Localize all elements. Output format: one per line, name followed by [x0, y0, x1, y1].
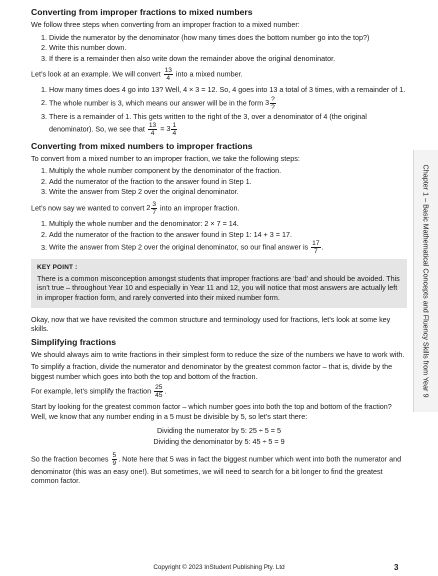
- numerator: 25: [155, 384, 163, 392]
- list-item: 3. If there is a remainder then also write down the remainder above the original denominator.: [49, 54, 407, 64]
- text-span: .: [164, 386, 167, 396]
- numerator: 5: [112, 451, 117, 459]
- result-paragraph: [31, 452, 407, 486]
- key-point-box: [31, 259, 407, 307]
- list-item: 2. Add the numerator of the fraction to the answer found in Step 1.: [49, 177, 407, 187]
- fraction: [154, 384, 163, 399]
- chapter-side-tab: [413, 150, 438, 412]
- numerator: 3: [152, 200, 157, 208]
- fraction: [311, 240, 320, 255]
- denominator: 9: [112, 459, 117, 467]
- key-point-text: There is a common misconception amongst students that improper fractions are ‘bad’ and should be avoided. This isn’t true – throughout Year 10 and especially in Year 11 and 12, you will notice that most answers are actually left in improper fraction form, and rarely converted into their mixed number form.: [37, 273, 400, 302]
- numerator: 17: [312, 240, 320, 248]
- whole-number: 2: [146, 203, 151, 213]
- fraction: [171, 122, 177, 137]
- steps-list-mixed-to-improper: [31, 166, 407, 197]
- list-item: [49, 112, 407, 137]
- list-item: 1. How many times does 4 go into 13? Well, 4 × 3 = 12. So, 4 goes into 13 a total of 3 times, with a remainder of 1.: [49, 85, 407, 95]
- denominator: 45: [155, 392, 163, 400]
- text-span: Let’s now say we wanted to convert: [31, 203, 145, 213]
- list-item: 1. Divide the numerator by the denominator (how many times does the bottom number go into the top?): [49, 33, 407, 43]
- numerator: ?: [271, 95, 275, 103]
- text-span: There is a remainder of 1. This gets written to the right of the 3, over a denominator of 4 (the original denominator). So, we see that: [49, 111, 367, 133]
- list-item: 2. Write this number down.: [49, 43, 407, 53]
- fraction: [164, 67, 173, 82]
- list-item: 1. Multiply the whole number component by the denominator of the fraction.: [49, 166, 407, 176]
- paragraph-intro-mixed-to-improper: To convert from a mixed number to an improper fraction, we take the following steps:: [31, 153, 300, 163]
- list-item: 2. Add the numerator of the fraction to the answer found in Step 1: 14 + 3 = 17.: [49, 230, 407, 240]
- text-span: Write the answer from Step 2 over the original denominator, so our final answer is: [49, 242, 309, 252]
- list-item: 1. Multiply the whole number and the denominator: 2 × 7 = 14.: [49, 219, 407, 229]
- text-span: The whole number is 3, which means our answer will be in the form: [49, 98, 264, 108]
- whole-number: 3: [265, 98, 270, 108]
- paragraph: Start by looking for the greatest common factor – which number goes into both the top and bottom of the fraction? Well, we know that any number ending in a 5 must be divisible by 5, so let’s start there:: [31, 402, 392, 422]
- page-number: 3: [394, 563, 399, 572]
- text-span: into an improper fraction.: [160, 203, 240, 213]
- section-heading-simplifying: Simplifying fractions: [31, 336, 116, 347]
- calculation-line: Dividing the denominator by 5: 45 ÷ 5 = 9: [153, 436, 285, 446]
- example-line-simplify: [31, 384, 407, 399]
- mixed-number: [166, 121, 178, 137]
- text-span: For example, let’s simplify the fraction: [31, 386, 152, 396]
- fraction: [148, 122, 157, 137]
- list-item: 3. Write the answer from Step 2 over the original denominator.: [49, 187, 407, 197]
- fraction: [270, 96, 276, 111]
- list-item: [49, 240, 407, 255]
- text-span: .: [321, 242, 324, 252]
- denominator: 7: [152, 208, 157, 216]
- mixed-number: [146, 200, 158, 216]
- worked-steps-improper: [31, 85, 407, 136]
- copyright-text: Copyright © 2023 InStudent Publishing Pty. Ltd: [153, 564, 285, 571]
- example-line-improper: [31, 67, 407, 82]
- section-heading-improper-to-mixed: Converting from improper fractions to mixed numbers: [31, 7, 253, 17]
- fraction: [151, 201, 157, 216]
- calculation-line: Dividing the numerator by 5: 25 ÷ 5 = 5: [156, 425, 281, 435]
- fraction: [112, 452, 118, 467]
- denominator: 4: [172, 129, 177, 137]
- chapter-tab-label: Chapter 1 – Basic Mathematical Concepts and Fluency Skills from Year 9: [421, 164, 431, 398]
- numerator: 13: [148, 121, 157, 129]
- worked-steps-mixed: [31, 219, 407, 255]
- equals-sign: =: [160, 123, 165, 133]
- whole-number: 3: [166, 123, 171, 133]
- steps-list-improper-to-mixed: [31, 33, 407, 64]
- list-item: [49, 96, 407, 111]
- transition-paragraph: Okay, now that we have revisited the common structure and terminology used for fractions, let’s look at some key skills.: [31, 314, 391, 334]
- key-point-title: KEY POINT :: [37, 264, 78, 272]
- text-span: . Note here that 5 was in fact the biggest number which went into both the numerator and denominator (this was an easy one!). But sometimes, we will need to search for a bit longer to find the greatest common factor.: [31, 454, 402, 486]
- paragraph: We should always aim to write fractions in their simplest form to reduce the size of the numbers we have to work with.: [31, 349, 405, 359]
- text-span: Let’s look at an example. We will convert: [31, 69, 161, 79]
- denominator: 7: [313, 248, 318, 256]
- page-content: [31, 7, 407, 489]
- paragraph: To simplify a fraction, divide the numerator and denominator by the greatest common factor – that is, divide by the biggest number which goes into both the top and bottom of the fraction.: [31, 362, 393, 381]
- mixed-number: [265, 95, 277, 111]
- text-span: So the fraction becomes: [31, 454, 109, 464]
- paragraph-intro-improper-to-mixed: We follow three steps when converting from an improper fraction to a mixed number:: [31, 20, 300, 29]
- example-line-mixed: [31, 201, 407, 216]
- denominator: 4: [166, 75, 171, 83]
- section-heading-mixed-to-improper: Converting from mixed numbers to improper fractions: [31, 140, 253, 151]
- numerator: 13: [164, 67, 172, 75]
- text-span: into a mixed number.: [175, 69, 243, 79]
- denominator: 4: [150, 129, 155, 137]
- denominator: ?: [271, 103, 275, 111]
- numerator: 1: [172, 121, 177, 129]
